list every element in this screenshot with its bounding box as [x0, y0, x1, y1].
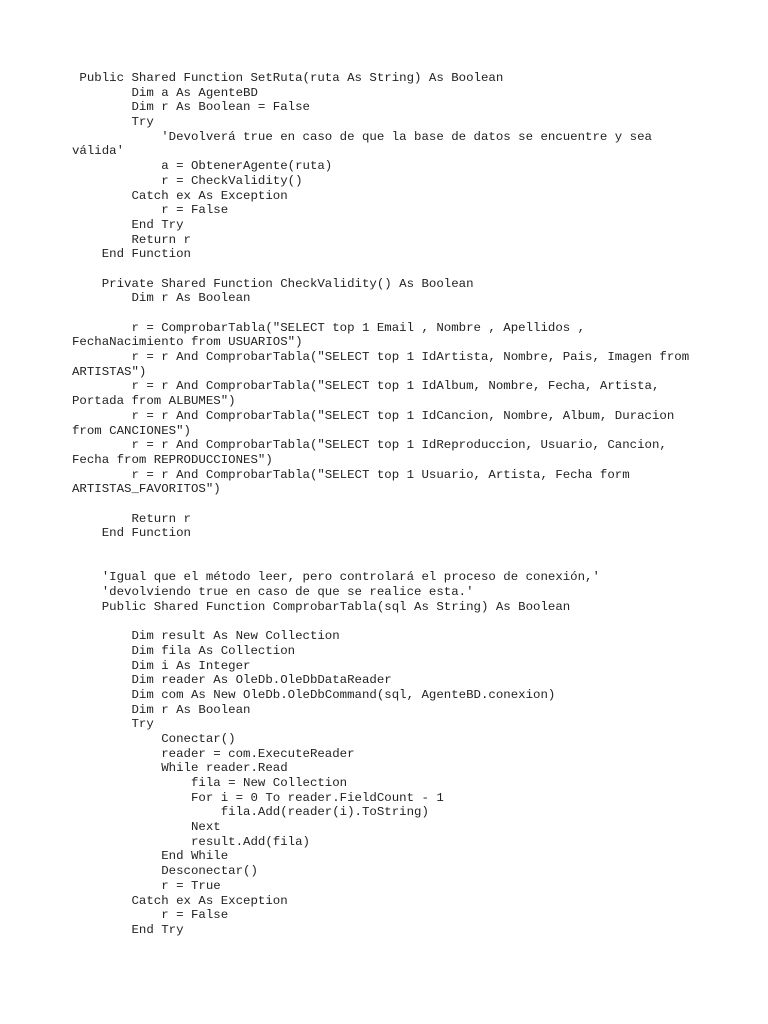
code-line: result.Add(fila): [72, 834, 310, 849]
code-line: Private Shared Function CheckValidity() As Boolean: [72, 276, 474, 291]
code-line: 'devolviendo true en caso de que se realice esta.': [72, 585, 474, 600]
code-line: Dim reader As OleDb.OleDbDataReader: [72, 673, 392, 688]
code-line: Dim a As AgenteBD: [72, 85, 258, 100]
code-line: End Try: [72, 922, 184, 937]
code-line: Dim result As New Collection: [72, 629, 340, 644]
code-line: 'Devolverá true en caso de que la base de datos se encuentre y sea: [72, 129, 652, 144]
code-line: r = ComprobarTabla("SELECT top 1 Email , Nombre , Apellidos ,: [72, 320, 586, 335]
code-line: r = r And ComprobarTabla("SELECT top 1 IdReproduccion, Usuario, Cancion,: [72, 438, 667, 453]
code-line: Catch ex As Exception: [72, 893, 288, 908]
code-line: Try: [72, 115, 154, 130]
code-line: End Try: [72, 217, 184, 232]
code-line: Dim r As Boolean: [72, 702, 251, 717]
blank-line: [72, 614, 752, 629]
code-line: fila = New Collection: [72, 776, 348, 790]
code-line: r = True: [72, 878, 221, 893]
code-line: from CANCIONES"): [72, 423, 191, 438]
code-line: r = CheckValidity(): [72, 173, 303, 188]
code-line: r = r And ComprobarTabla("SELECT top 1 Usuario, Artista, Fecha form: [72, 467, 630, 482]
code-line: For i = 0 To reader.FieldCount - 1: [72, 790, 444, 805]
code-line: End Function: [72, 526, 191, 541]
code-line: Fecha from REPRODUCCIONES"): [72, 452, 273, 467]
code-line: Dim i As Integer: [72, 658, 251, 673]
code-line: r = False: [72, 203, 229, 218]
code-line: Return r: [72, 232, 191, 247]
code-line: r = r And ComprobarTabla("SELECT top 1 IdCancion, Nombre, Album, Duracion: [72, 408, 675, 423]
code-line: r = r And ComprobarTabla("SELECT top 1 IdArtista, Nombre, Pais, Imagen from: [72, 350, 690, 365]
code-line: Public Shared Function ComprobarTabla(sql As String) As Boolean: [72, 599, 571, 614]
blank-line: [72, 262, 752, 277]
blank-line: [72, 541, 752, 556]
code-line: r = r And ComprobarTabla("SELECT top 1 IdAlbum, Nombre, Fecha, Artista,: [72, 379, 660, 394]
code-line: Try: [72, 717, 154, 732]
code-line: válida': [72, 144, 125, 159]
code-line: Catch ex As Exception: [72, 188, 288, 203]
code-line: End Function: [72, 247, 191, 262]
code-line: ARTISTAS_FAVORITOS"): [72, 482, 221, 497]
code-line: Dim com As New OleDb.OleDbCommand(sql, AgenteBD.conexion): [72, 687, 556, 702]
code-document: [72, 71, 752, 938]
code-line: Return r: [72, 511, 191, 526]
code-line: Dim fila As Collection: [72, 643, 296, 658]
code-line: Desconectar(): [72, 864, 258, 879]
code-line: reader = com.ExecuteReader: [72, 746, 355, 761]
code-line: Portada from ALBUMES"): [72, 394, 236, 409]
code-line: Dim r As Boolean = False: [72, 100, 310, 115]
code-line: FechaNacimiento from USUARIOS"): [72, 335, 303, 350]
code-line: Public Shared Function SetRuta(ruta As String) As Boolean: [72, 71, 504, 85]
blank-line: [72, 497, 752, 512]
code-line: Dim r As Boolean: [72, 291, 251, 306]
code-line: While reader.Read: [72, 761, 288, 776]
code-line: End While: [72, 849, 229, 864]
code-line: fila.Add(reader(i).ToString): [72, 805, 429, 820]
blank-line: [72, 556, 752, 571]
code-line: Conectar(): [72, 731, 236, 746]
code-line: a = ObtenerAgente(ruta): [72, 159, 333, 174]
code-line: r = False: [72, 908, 229, 923]
code-line: 'Igual que el método leer, pero controlará el proceso de conexión,': [72, 570, 600, 585]
blank-line: [72, 306, 752, 321]
code-line: ARTISTAS"): [72, 364, 147, 379]
code-line: Next: [72, 820, 221, 835]
